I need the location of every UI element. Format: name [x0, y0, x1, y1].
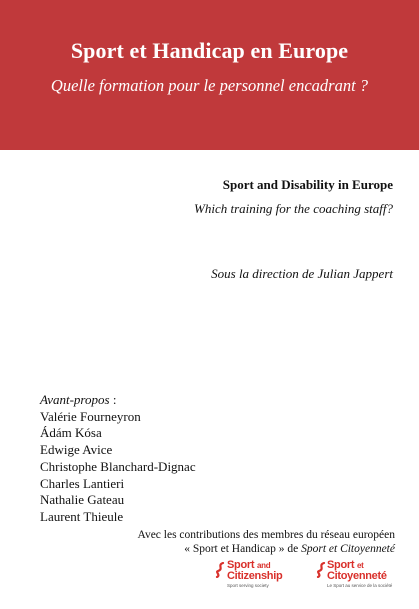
foreword-author: Charles Lantieri: [40, 475, 125, 491]
foreword-author: Nathalie Gateau: [40, 492, 125, 508]
foreword-label: Avant-propos: [40, 392, 110, 407]
swirl-logo-icon: [316, 562, 326, 578]
logo-fr-word1: Sport: [327, 559, 355, 571]
book-title: Sport et Handicap en Europe: [70, 38, 349, 63]
foreword-author: Laurent Thieule: [40, 508, 124, 524]
logo-fr-tagline: Le Sport au service de la société: [327, 583, 393, 588]
foreword-section: [40, 392, 196, 526]
english-title: Sport and Disability in Europe: [222, 177, 393, 192]
foreword-author: Ádám Kósa: [40, 425, 102, 441]
english-subtitle: Which training for the coaching staff?: [194, 201, 393, 216]
editor-credit: Sous la direction de Julian Jappert: [211, 266, 393, 281]
logo-fr-word2: Citoyenneté: [327, 570, 387, 582]
contributions-line-1: Avec les contributions des membres du réseau européen: [137, 529, 395, 541]
foreword-author: Valérie Fourneyron: [40, 408, 141, 424]
book-subtitle: Quelle formation pour le personnel encadrant ?: [50, 76, 369, 95]
logo-fr-word1-small: et: [357, 561, 364, 570]
logo-sc-word1-small: and: [257, 561, 271, 570]
logo-sc-word1: Sport: [227, 559, 255, 571]
sport-and-citizenship-logo: [227, 560, 315, 589]
logo-sc-word2: Citizenship: [227, 570, 283, 582]
swirl-logo-icon: [215, 562, 225, 578]
foreword-label-suffix: :: [109, 392, 117, 407]
title-banner: [0, 0, 419, 150]
sport-et-citoyennete-logo: [327, 560, 395, 589]
contributions-line-2-prefix: « Sport et Handicap » de: [184, 543, 302, 555]
contributions-note: [55, 528, 395, 556]
foreword-authors-list: [40, 409, 196, 526]
contributions-line-2-org: Sport et Citoyenneté: [301, 543, 395, 555]
foreword-heading: [40, 392, 196, 409]
contributions-line-2: [55, 542, 395, 556]
publisher-logos: [227, 560, 395, 594]
logo-sc-tagline: Sport serving society: [227, 583, 269, 588]
foreword-author: Christophe Blanchard-Dignac: [40, 458, 196, 474]
foreword-author: Edwige Avice: [40, 442, 113, 458]
